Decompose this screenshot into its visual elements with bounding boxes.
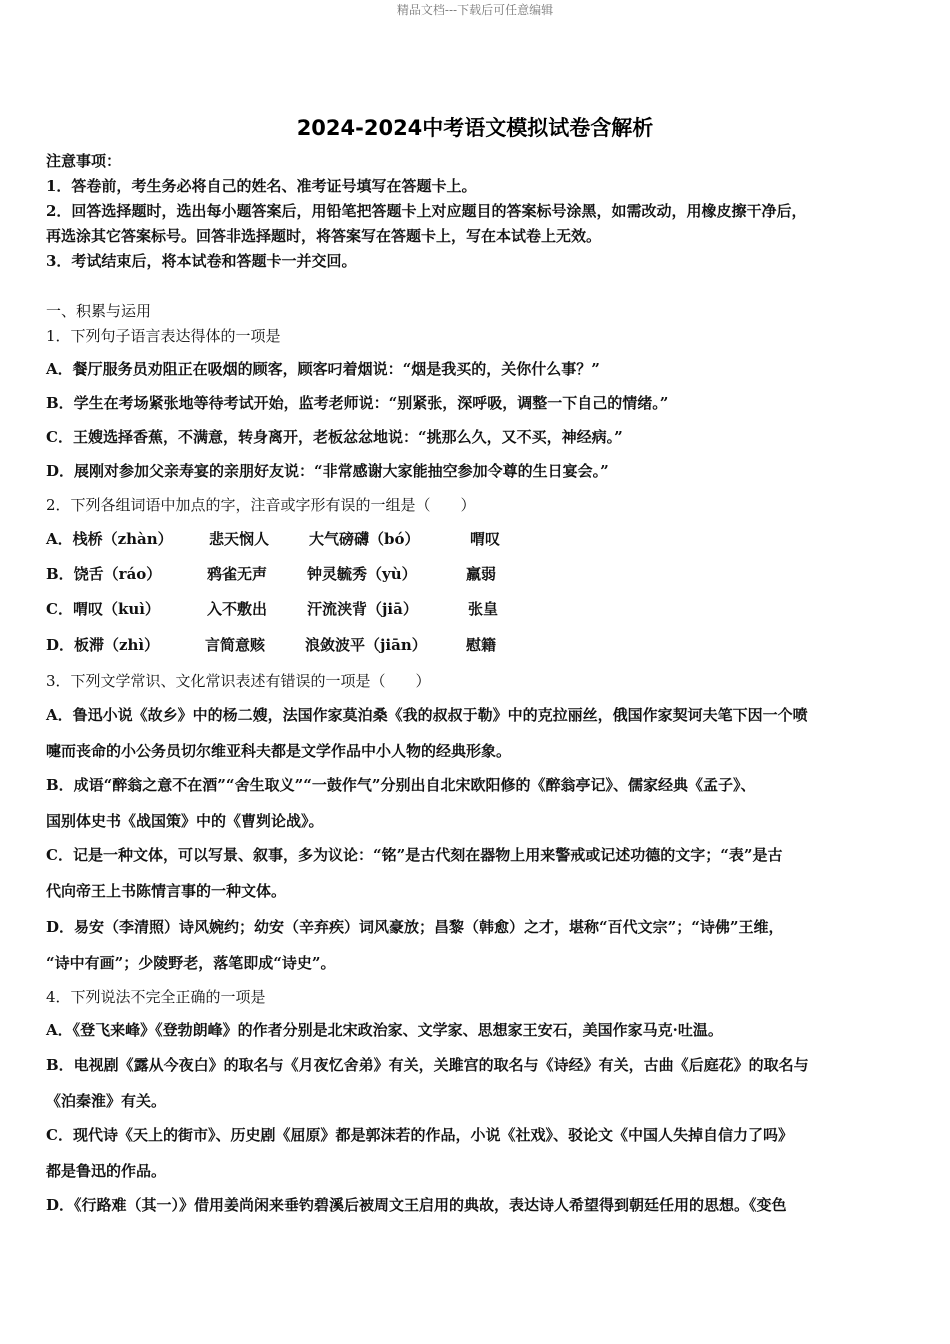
- page-title: 2024-2024中考语文模拟试卷含解析: [296, 116, 654, 140]
- question-3-text: B．成语“醉翁之意不在酒”“舍生取义”“一鼓作气”分别出自北宋欧阳修的《醉翁亭记》、儒家经典《孟子》、: [46, 776, 756, 794]
- q2-cell: 羸弱: [466, 565, 497, 583]
- question-1-option-b: B．学生在考场紧张地等待考试开始，监考老师说：“别紧张，深呼吸，调整一下自己的情绪。”: [46, 394, 669, 412]
- q2-cell: A．栈桥（zhàn）: [46, 530, 173, 548]
- question-3-text: “诗中有画”；少陵野老，落笔即成“诗史”。: [46, 954, 336, 972]
- section-heading: 一、积累与运用: [46, 302, 152, 320]
- notice-item: 3．考试结束后，将本试卷和答题卡一并交回。: [46, 252, 357, 270]
- q2-cell: 悲天悯人: [209, 530, 270, 548]
- q2-cell: B．饶舌（ráo）: [46, 565, 162, 583]
- question-4-text: A．《登飞来峰》《登勃朗峰》的作者分别是北宋政治家、文学家、思想家王安石，美国作家马克·吐温。: [46, 1021, 723, 1039]
- question-3-text: A．鲁迅小说《故乡》中的杨二嫂，法国作家莫泊桑《我的叔叔于勒》中的克拉丽丝，俄国作家契诃夫笔下因一个喷: [46, 706, 808, 724]
- q2-cell: 大气磅礴（bó）: [309, 530, 420, 548]
- q2-cell: D．板滞（zhì）: [46, 636, 160, 654]
- question-3-text: 代向帝王上书陈情言事的一种文体。: [46, 882, 287, 900]
- q2-cell: 钟灵毓秀（yù）: [307, 565, 417, 583]
- q2-cell: 言简意赅: [205, 636, 266, 654]
- q2-cell: 鸦雀无声: [207, 565, 268, 583]
- question-4-text: 《泊秦淮》有关。: [46, 1092, 167, 1110]
- notice-item: 再选涂其它答案标号。回答非选择题时，将答案写在答题卡上，写在本试卷上无效。: [46, 227, 602, 245]
- question-2-stem: 2．下列各组词语中加点的字，注音或字形有误的一组是（ ）: [46, 496, 476, 514]
- question-3-stem: 3．下列文学常识、文化常识表述有错误的一项是（ ）: [46, 672, 431, 690]
- question-1-option-d: D．展刚对参加父亲寿宴的亲朋好友说：“非常感谢大家能抽空参加令尊的生日宴会。”: [46, 462, 609, 480]
- notice-item: 2．回答选择题时，选出每小题答案后，用铅笔把答题卡上对应题目的答案标号涂黑，如需改动，用橡皮擦干净后，: [46, 202, 807, 220]
- question-4-text: C．现代诗《天上的街市》、历史剧《屈原》都是郭沫若的作品，小说《社戏》、驳论文《中国人失掉自信力了吗》: [46, 1126, 793, 1144]
- q2-cell: 浪敛波平（jiān）: [305, 636, 427, 654]
- q2-cell: 汗流浃背（jiā）: [307, 600, 418, 618]
- question-3-text: C．记是一种文体，可以写景、叙事，多为议论：“铭”是古代刻在器物上用来警戒或记述功德的文字；“表”是古: [46, 846, 783, 864]
- question-4-stem: 4．下列说法不完全正确的一项是: [46, 988, 266, 1006]
- q2-cell: 入不敷出: [207, 600, 268, 618]
- question-3-text: 国别体史书《战国策》中的《曹刿论战》。: [46, 812, 324, 830]
- q2-cell: 喟叹: [470, 530, 501, 548]
- question-4-text: B．电视剧《露从今夜白》的取名与《月夜忆舍弟》有关，关雎宫的取名与《诗经》有关，古曲《后庭花》的取名与: [46, 1056, 809, 1074]
- question-1-option-c: C．王嫂选择香蕉，不满意，转身离开，老板忿忿地说：“挑那么久，又不买，神经病。”: [46, 428, 623, 446]
- question-4-text: 都是鲁迅的作品。: [46, 1162, 167, 1180]
- q2-cell: 慰籍: [466, 636, 497, 654]
- q2-cell: 张皇: [468, 600, 499, 618]
- question-1-stem: 1．下列句子语言表达得体的一项是: [46, 327, 281, 345]
- question-4-text: D．《行路难（其一）》借用姜尚闲来垂钓碧溪后被周文王启用的典故，表达诗人希望得到朝廷任用的思想。《变色: [46, 1196, 787, 1214]
- question-3-text: D．易安（李清照）诗风婉约；幼安（辛弃疾）词风豪放；昌黎（韩愈）之才，堪称“百代文宗”；“诗佛”王维，: [46, 918, 784, 936]
- notice-heading: 注意事项：: [46, 152, 122, 170]
- page-header: 精品文档---下载后可任意编辑: [396, 3, 554, 17]
- question-1-option-a: A．餐厅服务员劝阻正在吸烟的顾客，顾客叼着烟说：“烟是我买的，关你什么事？”: [46, 360, 600, 378]
- q2-cell: C．喟叹（kuì）: [46, 600, 160, 618]
- notice-item: 1．答卷前，考生务必将自己的姓名、准考证号填写在答题卡上。: [46, 177, 477, 195]
- question-3-text: 嚏而丧命的小公务员切尔维亚科夫都是文学作品中小人物的经典形象。: [46, 742, 512, 760]
